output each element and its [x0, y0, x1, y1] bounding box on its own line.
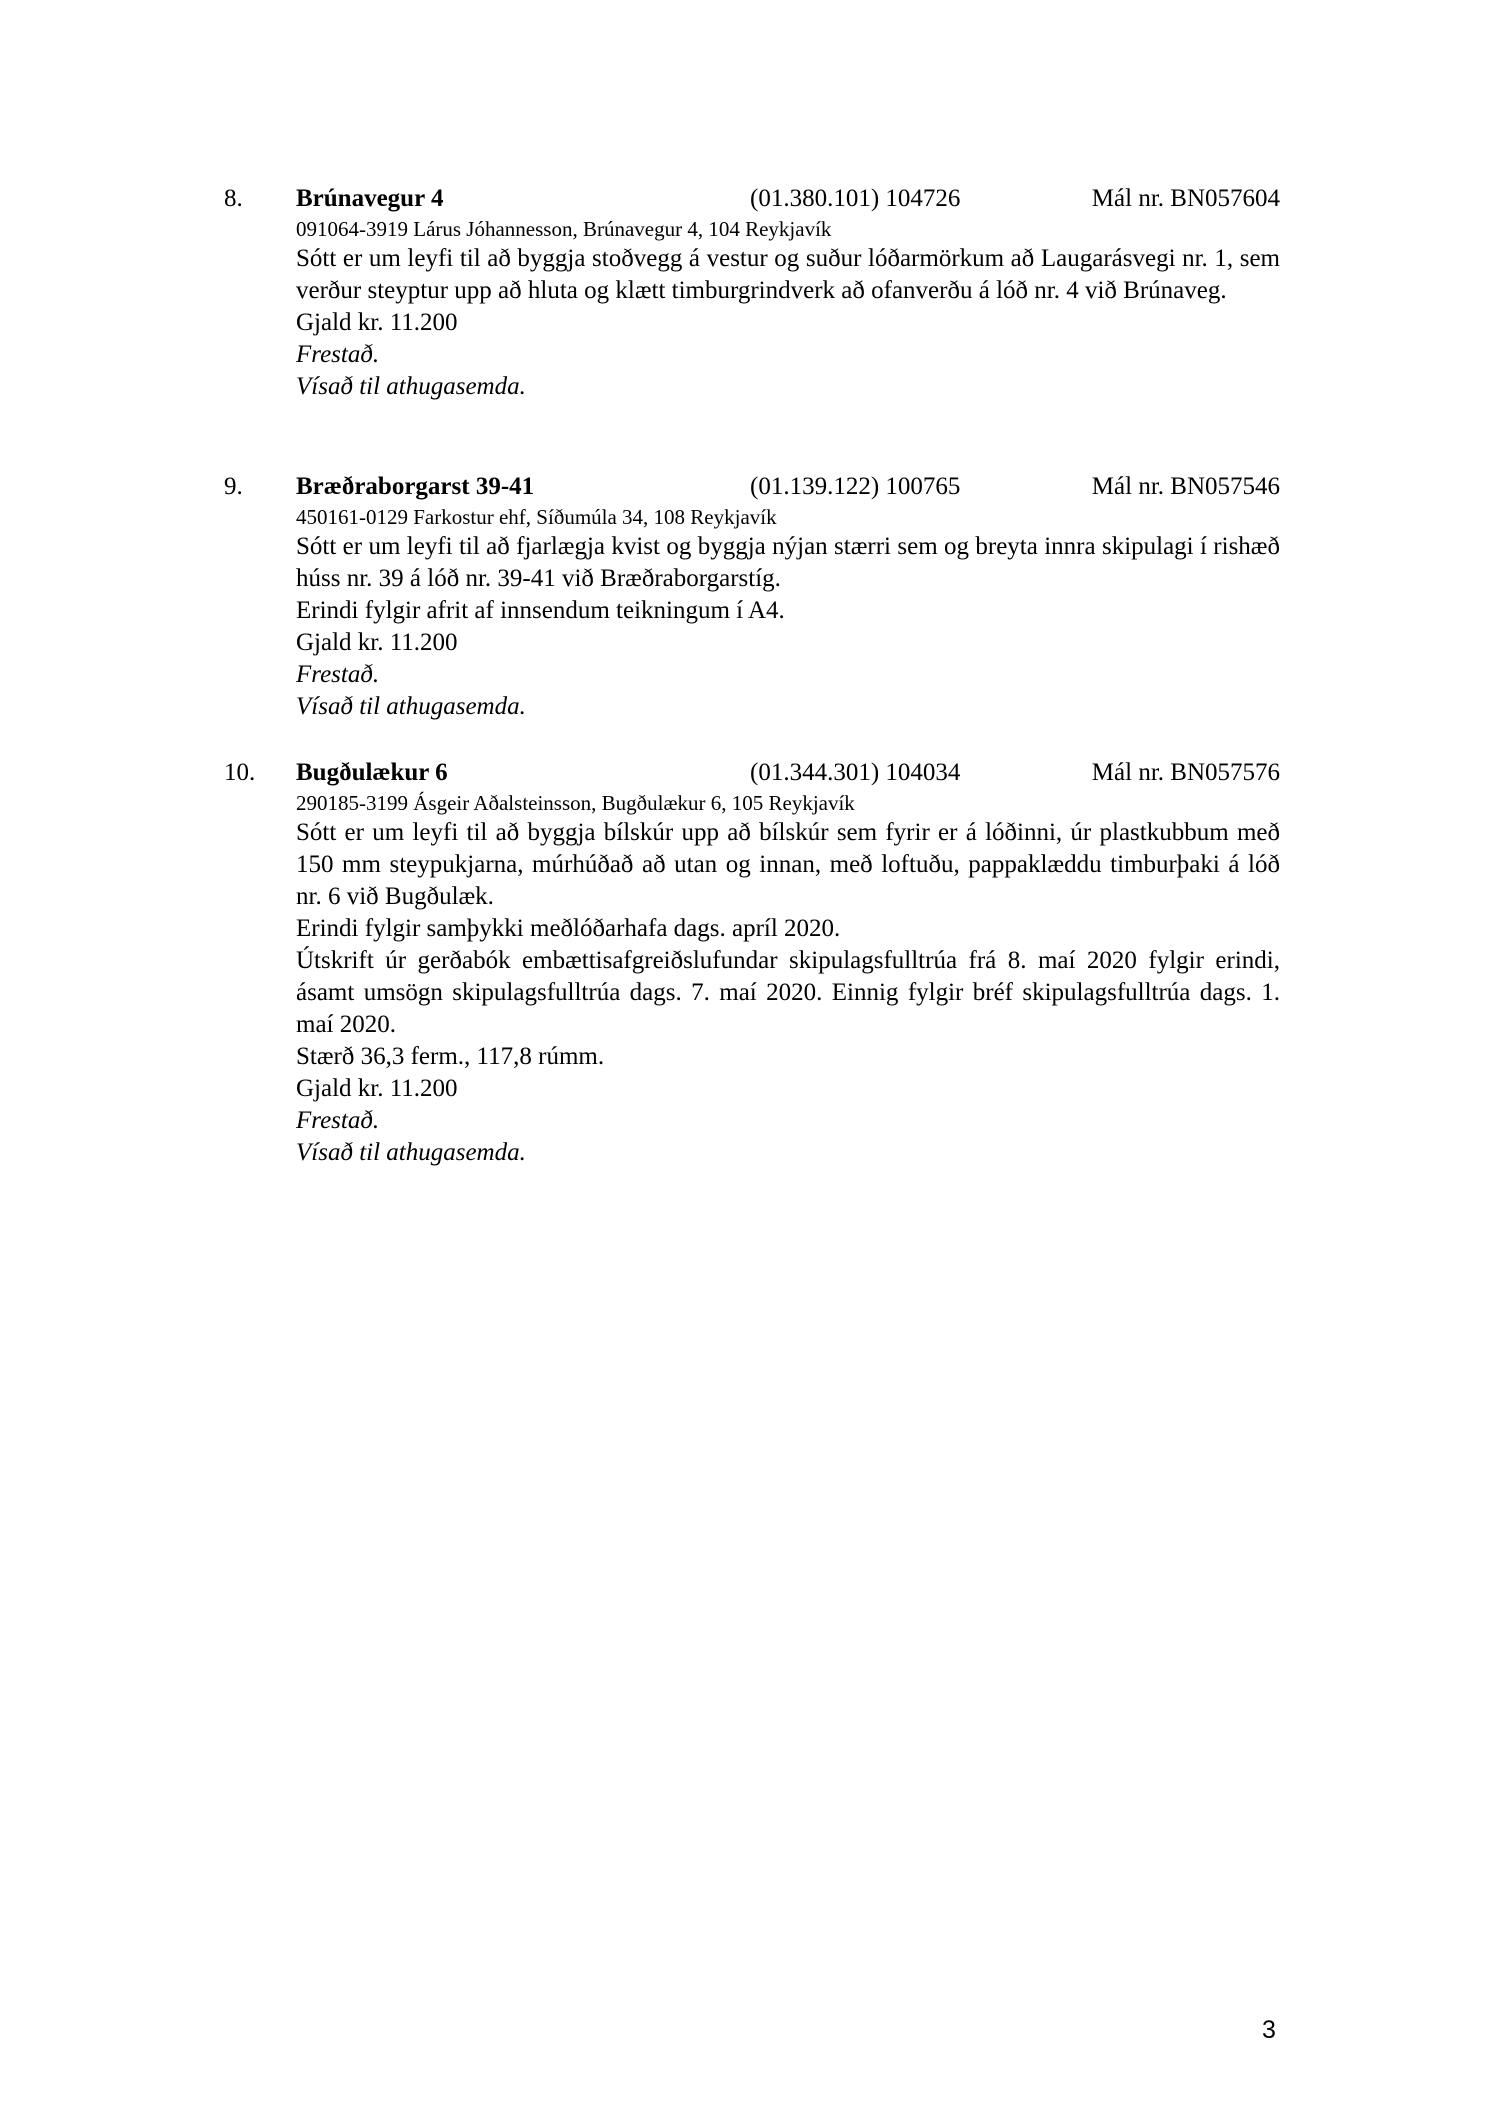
case-id: Mál nr. BN057546: [1091, 473, 1280, 500]
case-lot-id: (01.380.101) 104726: [750, 185, 961, 212]
case-status: Frestað.: [296, 1107, 380, 1134]
case-header: [224, 183, 1280, 215]
case-body: [296, 789, 1280, 1169]
case-address: Bræðraborgarst 39-41: [296, 473, 535, 500]
page-number: 3: [1262, 2016, 1276, 2044]
case-number: 10.: [224, 759, 256, 786]
case-header: [224, 757, 1280, 789]
case-review-note: Útskrift úr gerðabók embættisafgreiðslufundar skipulagsfulltrúa frá 8. maí 2020 fylgir erindi, ásamt umsögn skipulagsfulltrúa dags. 7. maí 2020. Einnig fylgir bréf skipulagsfulltrúa dags. 1. maí 2020.: [296, 947, 1280, 1038]
case-entry: [224, 757, 1280, 1169]
case-id: Mál nr. BN057604: [1091, 185, 1280, 212]
case-applicant: 091064-3919 Lárus Jóhannesson, Brúnavegur 4, 104 Reykjavík: [296, 217, 832, 241]
case-status: Frestað.: [296, 341, 380, 368]
case-note: Vísað til athugasemda.: [296, 1139, 526, 1166]
case-entry: [224, 471, 1280, 723]
case-body: [296, 503, 1280, 723]
case-address: Bugðulækur 6: [296, 759, 448, 786]
case-lot-id: (01.344.301) 104034: [750, 759, 961, 786]
case-body: [296, 215, 1280, 403]
case-status: Frestað.: [296, 661, 380, 688]
case-note: Vísað til athugasemda.: [296, 373, 526, 400]
case-fee: Gjald kr. 11.200: [296, 309, 458, 336]
case-fee: Gjald kr. 11.200: [296, 1075, 458, 1102]
case-header: [224, 471, 1280, 503]
case-description: Sótt er um leyfi til að fjarlægja kvist og byggja nýjan stærri sem og breyta innra skipulagi í rishæð húss nr. 39 á lóð nr. 39-41 við Bræðraborgarstíg.: [296, 533, 1280, 592]
case-attachment: Erindi fylgir samþykki meðlóðarhafa dags. apríl 2020.: [296, 915, 841, 942]
case-attachment: Erindi fylgir afrit af innsendum teikningum í A4.: [296, 597, 785, 624]
case-description: Sótt er um leyfi til að byggja bílskúr upp að bílskúr sem fyrir er á lóðinni, úr plastkubbum með 150 mm steypukjarna, múrhúðað að utan og innan, með loftuðu, pappaklæddu timburþaki á lóð nr. 6 við Bugðulæk.: [296, 819, 1280, 910]
case-number: 8.: [224, 185, 243, 212]
case-id: Mál nr. BN057576: [1091, 759, 1280, 786]
case-size: Stærð 36,3 ferm., 117,8 rúmm.: [296, 1043, 605, 1070]
case-description: Sótt er um leyfi til að byggja stoðvegg á vestur og suður lóðarmörkum að Laugarásvegi nr. 1, sem verður steyptur upp að hluta og klætt timburgrindverk að ofanverðu á lóð nr. 4 við Brúnaveg.: [296, 245, 1280, 304]
case-applicant: 290185-3199 Ásgeir Aðalsteinsson, Bugðulækur 6, 105 Reykjavík: [296, 791, 855, 815]
case-address: Brúnavegur 4: [296, 185, 444, 212]
case-fee: Gjald kr. 11.200: [296, 629, 458, 656]
case-note: Vísað til athugasemda.: [296, 693, 526, 720]
case-lot-id: (01.139.122) 100765: [750, 473, 961, 500]
case-entry: [224, 183, 1280, 403]
case-number: 9.: [224, 473, 243, 500]
case-applicant: 450161-0129 Farkostur ehf, Síðumúla 34, 108 Reykjavík: [296, 505, 777, 529]
